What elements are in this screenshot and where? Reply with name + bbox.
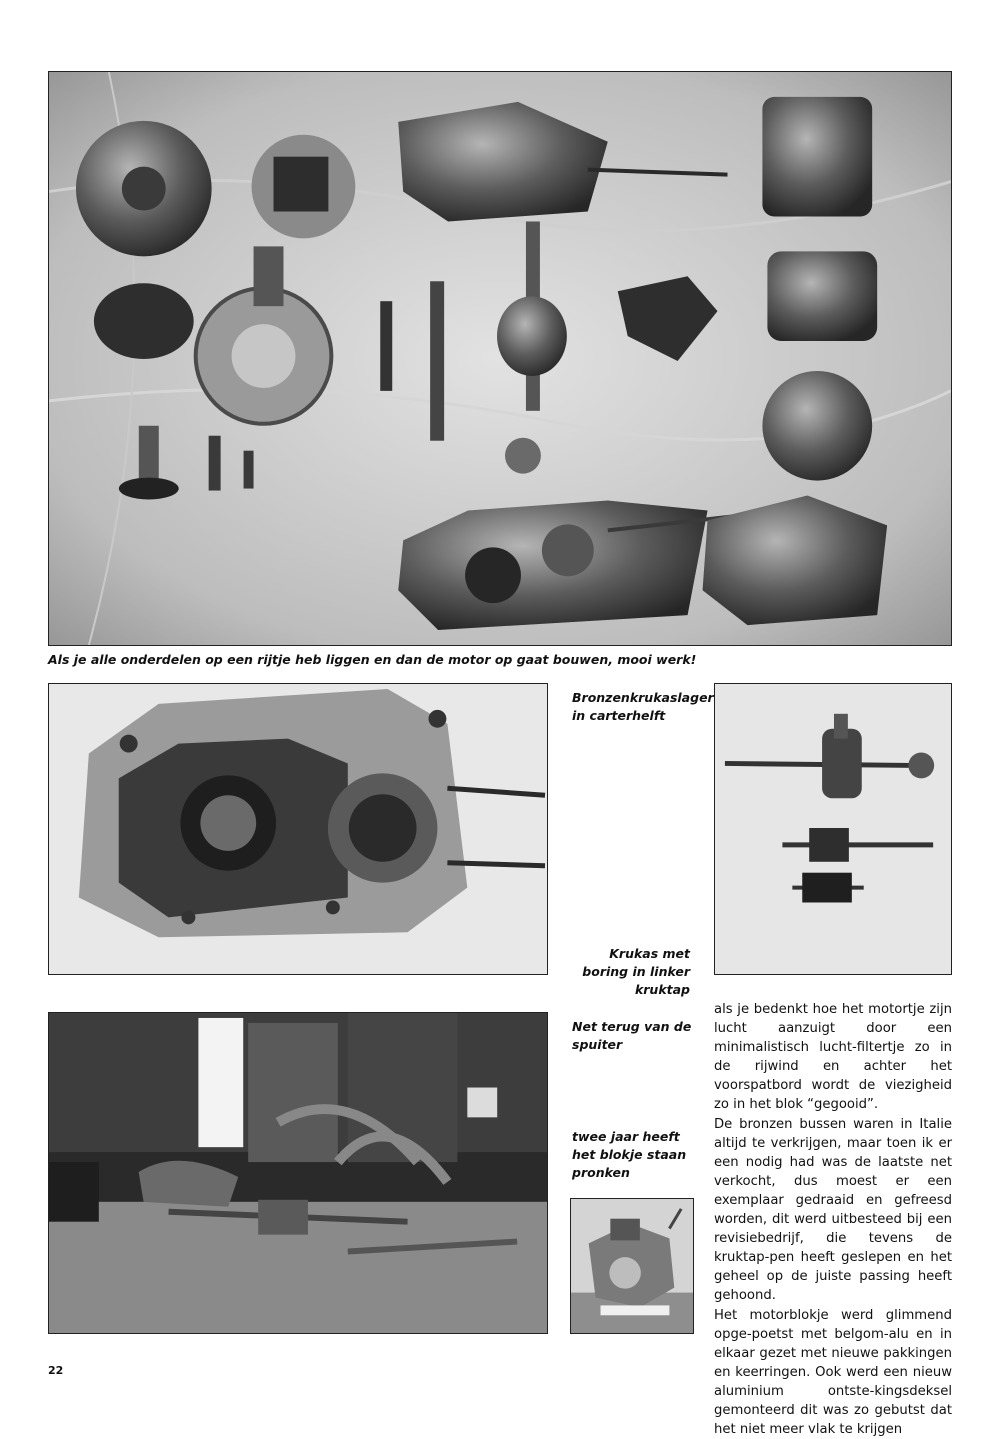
photo-engine-block [570,1198,694,1334]
article-paragraph: De bronzen bussen waren in Italie altijd te verkrijgen, maar toen ik er een nodig had was de laatste net verkocht, dus moest er een exemplaar gedraaid en gefreesd worden, dit werd uitbesteed bij een revisiebedrijf, die tevens de kruktap-pen heeft geslepen en het geheel op de juiste passing heeft gehoond. [714,1115,952,1306]
article-text [714,1000,952,1439]
caption-bearing: Bronzenkrukaslager in carterhelft [572,689,692,725]
photo-engine-parts [48,71,952,646]
caption-two-years: twee jaar heeft het blokje staan pronken [572,1128,694,1182]
article-paragraph: als je bedenkt hoe het motortje zijn lucht aanzuigt door een minimalistisch lucht-filtertje zo in de rijwind en achter het voorspatbord wordt de viezigheid zo in het blok “gegooid”. [714,1000,952,1115]
photo-workshop-frame [48,1012,548,1334]
photo-crankshaft-gears [714,683,952,975]
caption-engine-parts: Als je alle onderdelen op een rijtje heb liggen en dan de motor op gaat bouwen, mooi werk! [48,651,952,669]
page-number: 22 [48,1364,63,1377]
caption-sprayer: Net terug van de spuiter [572,1018,694,1054]
caption-crankshaft: Krukas met boring in linker kruktap [572,945,690,999]
article-paragraph: Het motorblokje werd glimmend opge-poetst met belgom-alu en in elkaar gezet met nieuwe pakkingen en keerringen. Ook werd een nieuw aluminium ontste-kingsdeksel gemonteerd dit was zo gebutst dat het niet meer vlak te krijgen [714,1306,952,1439]
photo-crankcase-half [48,683,548,975]
